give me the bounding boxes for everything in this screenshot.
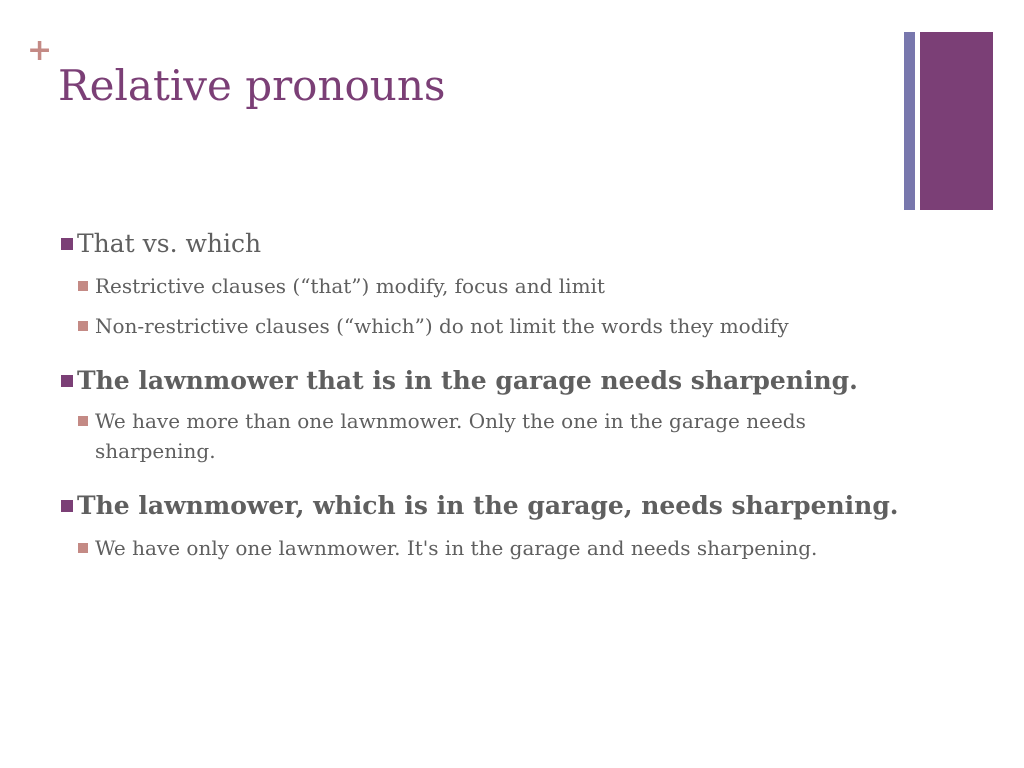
bullet-text: The lawnmower that is in the garage needs sharpening. xyxy=(77,366,858,395)
slide-body xyxy=(60,227,920,563)
square-sub-bullet-icon xyxy=(78,281,88,291)
bullet-text: The lawnmower, which is in the garage, needs sharpening. xyxy=(77,491,899,520)
sub-bullet-text: We have only one lawnmower. It's in the garage and needs sharpening. xyxy=(95,536,818,560)
sub-bullet-non-restrictive xyxy=(78,311,920,341)
accent-bar-thin xyxy=(904,32,915,210)
sub-bullet-more-than-one xyxy=(78,406,920,466)
plus-icon: + xyxy=(27,33,53,68)
bullet-restrictive-example xyxy=(60,364,920,398)
bullet-text: That vs. which xyxy=(77,229,262,258)
square-bullet-icon xyxy=(61,375,73,387)
sub-bullet-text: Restrictive clauses (“that”) modify, focus and limit xyxy=(95,274,605,298)
slide-title: Relative pronouns xyxy=(58,61,446,110)
square-sub-bullet-icon xyxy=(78,416,88,426)
square-sub-bullet-icon xyxy=(78,543,88,553)
sub-bullet-text: Non-restrictive clauses (“which”) do not limit the words they modify xyxy=(95,314,789,338)
sub-bullet-restrictive xyxy=(78,271,920,301)
bullet-non-restrictive-example xyxy=(60,489,920,523)
sub-bullet-text: We have more than one lawnmower. Only the one in the garage needs sharpening. xyxy=(95,409,806,463)
sub-bullet-only-one xyxy=(78,533,920,563)
bullet-that-vs-which xyxy=(60,227,920,261)
square-bullet-icon xyxy=(61,238,73,250)
square-bullet-icon xyxy=(61,500,73,512)
accent-bar-thick xyxy=(920,32,993,210)
square-sub-bullet-icon xyxy=(78,321,88,331)
